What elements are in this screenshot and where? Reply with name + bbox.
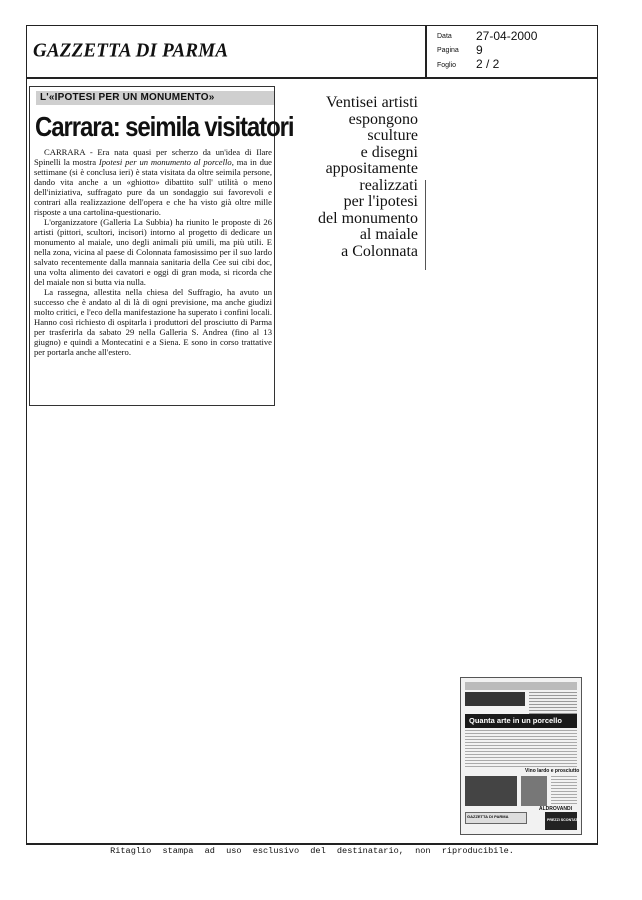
thumbnail-subhead: Vino lardo e prosciutto bbox=[525, 768, 580, 774]
masthead: GAZZETTA DI PARMA bbox=[33, 39, 229, 62]
thumbnail-top-band bbox=[465, 682, 577, 690]
thumbnail-photo bbox=[465, 692, 525, 706]
header-divider bbox=[26, 77, 598, 79]
pull-quote-rule bbox=[425, 180, 426, 270]
exhibition-title: Ipotesi per un monumento al porcello bbox=[98, 157, 232, 167]
date-label: Data bbox=[437, 33, 452, 40]
thumbnail-text-columns bbox=[465, 730, 577, 768]
p1-lead: CARRARA - Era nata quasi per scherzo da un'idea di Ilare Spinelli la mostra bbox=[34, 147, 272, 167]
pull-quote-line: espongono bbox=[348, 110, 418, 128]
pull-quote bbox=[292, 95, 418, 260]
page-label: Pagina bbox=[437, 47, 459, 54]
footer-disclaimer: Ritaglio stampa ad uso esclusivo del destinatario, non riproducibile. bbox=[110, 846, 514, 856]
article-headline: Carrara: seimila visitatori bbox=[35, 112, 294, 144]
pull-quote-line: al maiale bbox=[359, 226, 418, 243]
thumbnail-footer-logo: GAZZETTA DI PARMA bbox=[467, 814, 509, 819]
thumbnail-brand: ALDROVANDI bbox=[539, 806, 572, 812]
sheet-value: 2 / 2 bbox=[476, 57, 500, 71]
thumbnail-ad-text: PREZZI SCONTATI bbox=[547, 818, 579, 822]
pull-quote-line: appositamente bbox=[325, 160, 418, 177]
sheet-label: Foglio bbox=[437, 62, 457, 69]
page-thumbnail bbox=[460, 677, 582, 835]
p1-rest: , ma in due settimane (si è conclusa ieri) è stata visitata da oltre seimila persone, dando vita anche a un «ghiotto» dibattito sull' utilità o meno dell'iniziativa, suffragato pure da un sondaggio sui favorevoli e contrari alla realizzazione dell'opera e che ha visto già oltre mille risposte a una cartolina-questionario. bbox=[34, 157, 272, 217]
pull-quote-line: per l'ipotesi bbox=[343, 193, 418, 210]
thumbnail-headline: Quanta arte in un porcello bbox=[469, 716, 562, 725]
article-kicker: L'«IPOTESI PER UN MONUMENTO» bbox=[36, 91, 274, 105]
pull-quote-line: realizzati bbox=[359, 176, 418, 194]
thumbnail-photo-3 bbox=[521, 776, 547, 806]
article-paragraph-1 bbox=[34, 147, 272, 217]
pull-quote-line: del monumento bbox=[318, 209, 418, 227]
date-value: 27-04-2000 bbox=[476, 29, 538, 43]
thumbnail-column bbox=[529, 692, 577, 714]
article-body bbox=[34, 147, 272, 357]
pull-quote-line: a Colonnata bbox=[341, 242, 418, 260]
header-vertical-divider bbox=[425, 25, 427, 78]
pull-quote-line: e disegni bbox=[360, 143, 418, 161]
pull-quote-line: Ventisei artisti bbox=[326, 94, 418, 111]
article-paragraph-2: L'organizzatore (Galleria La Subbia) ha riunito le proposte di 26 artisti (pittori, scultori, incisori) intorno al progetto di dedicare un monumento al maiale, uno degli animali più umili, ma più utili. E nella zona, vicina al paese di Colonnata famosissimo per il suo lardo salvato recentemente dalla mannaia sanitaria della Cee sui cibi doc, una volta alimento dei cavatori e oggi di gran moda, si ricorda che del maiale non si butta via nulla. bbox=[34, 217, 272, 287]
thumbnail-column-2 bbox=[551, 776, 577, 806]
article-paragraph-3: La rassegna, allestita nella chiesa del Suffragio, ha avuto un successo che è andato al di là di ogni previsione, ma anche giudizi molto critici, e l'eco della manifestazione ha superato i confini locali. Hanno così richiesto di ospitarla i produttori del prosciutto di Parma per trasferirla da sabato 29 nella Galleria S. Andrea (fino al 13 giugno) e quindi a Montecatini e a Siena. E sono in corso trattative per portarla anche all'estero. bbox=[34, 287, 272, 357]
page-value: 9 bbox=[476, 43, 483, 57]
pull-quote-line: sculture bbox=[367, 127, 418, 144]
thumbnail-photo-2 bbox=[465, 776, 517, 806]
